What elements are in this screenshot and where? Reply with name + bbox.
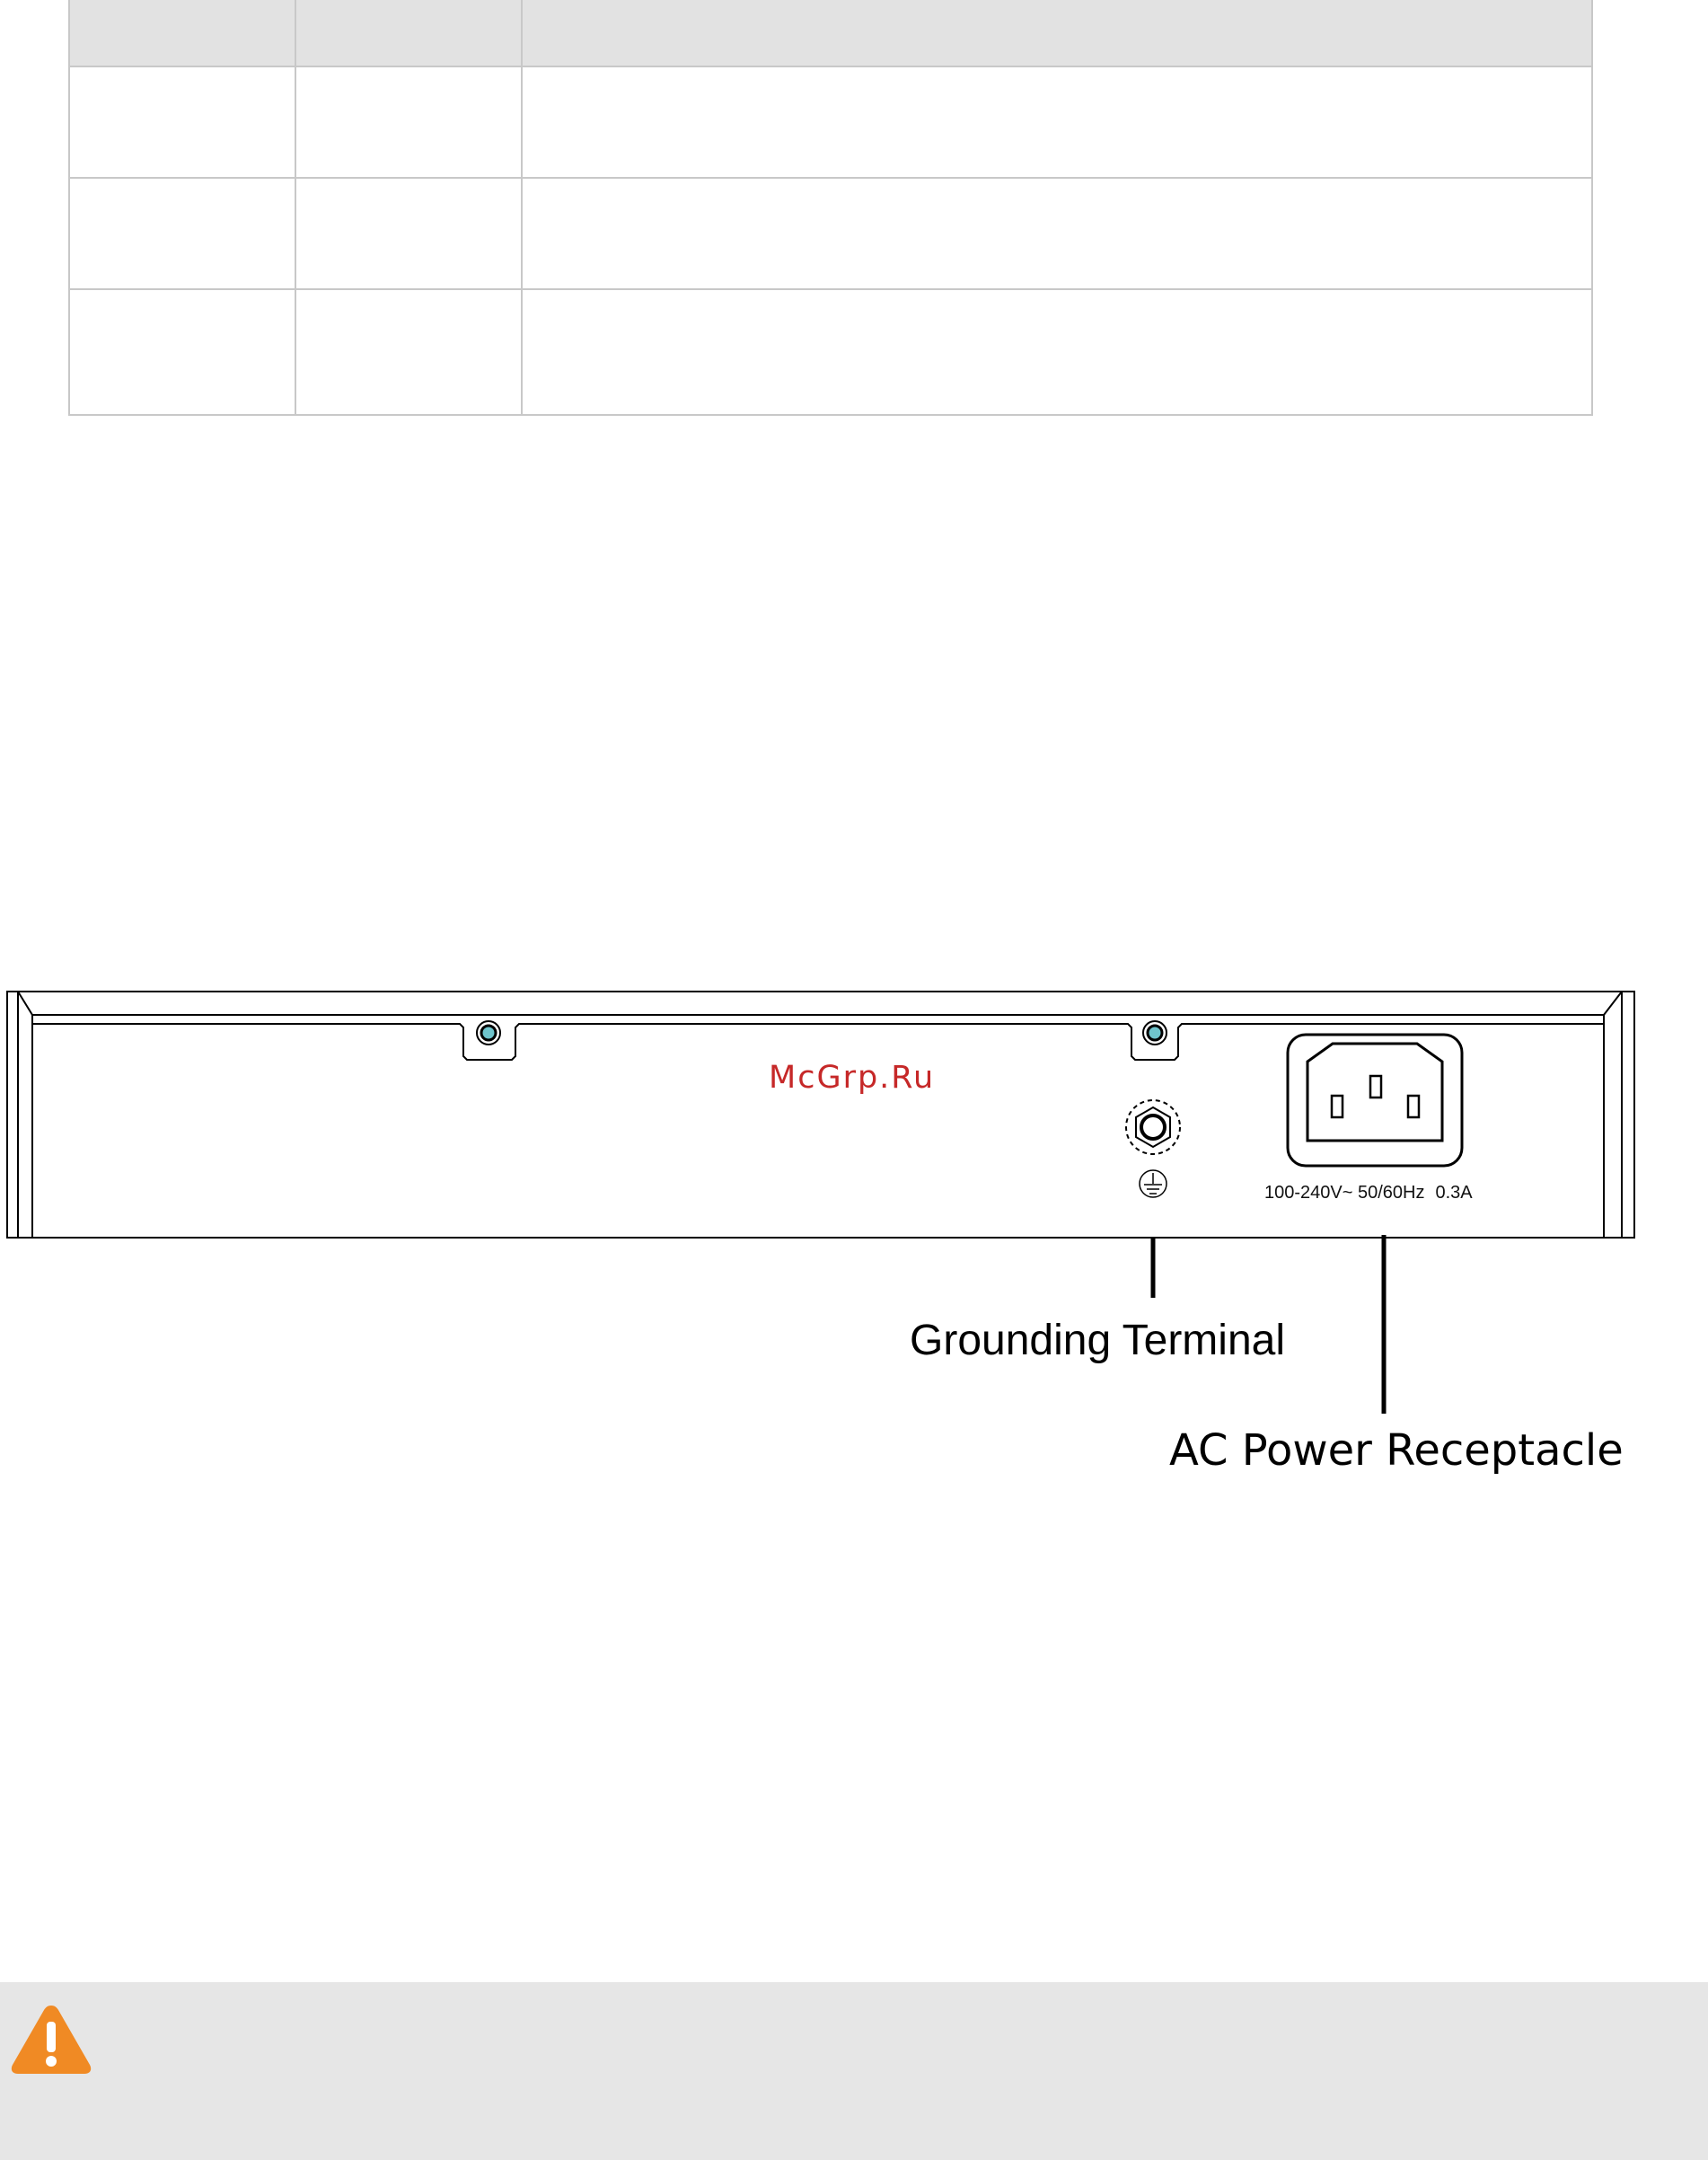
ac-power-receptacle (1288, 1035, 1462, 1166)
table-row (69, 289, 1592, 415)
table-cell (295, 289, 522, 415)
spec-table (68, 0, 1593, 416)
left-flange (7, 992, 32, 1238)
table-cell (522, 289, 1592, 415)
current-rating: 0.3A (1435, 1183, 1473, 1203)
watermark-text: McGrp.Ru (769, 1060, 936, 1096)
table-cell (522, 66, 1592, 178)
table-row (69, 178, 1592, 289)
mounting-screw-left (477, 1021, 500, 1045)
table-header-cell (69, 0, 295, 66)
inner-top-edge (32, 1024, 1604, 1060)
voltage-frequency-rating: 100-240V~ 50/60Hz (1264, 1183, 1425, 1203)
table-header-cell (522, 0, 1592, 66)
table-cell (295, 66, 522, 178)
table-row (69, 66, 1592, 178)
grounding-terminal (1126, 1100, 1180, 1154)
grounding-terminal-callout: Grounding Terminal (910, 1317, 1286, 1364)
warning-triangle-icon (9, 2002, 93, 2076)
power-rating-label (1264, 1183, 1473, 1203)
mounting-screw-right (1143, 1021, 1167, 1045)
table-cell (522, 178, 1592, 289)
ground-symbol-icon (1140, 1170, 1167, 1197)
caution-note (0, 1982, 1708, 2160)
table-cell (295, 178, 522, 289)
ac-power-receptacle-callout: AC Power Receptacle (1169, 1425, 1624, 1476)
table-header-row (69, 0, 1592, 66)
table-cell (69, 66, 295, 178)
table-cell (69, 289, 295, 415)
table-header-cell (295, 0, 522, 66)
table-cell (69, 178, 295, 289)
housing-top-rim (18, 992, 1622, 1015)
right-flange (1604, 992, 1622, 1238)
